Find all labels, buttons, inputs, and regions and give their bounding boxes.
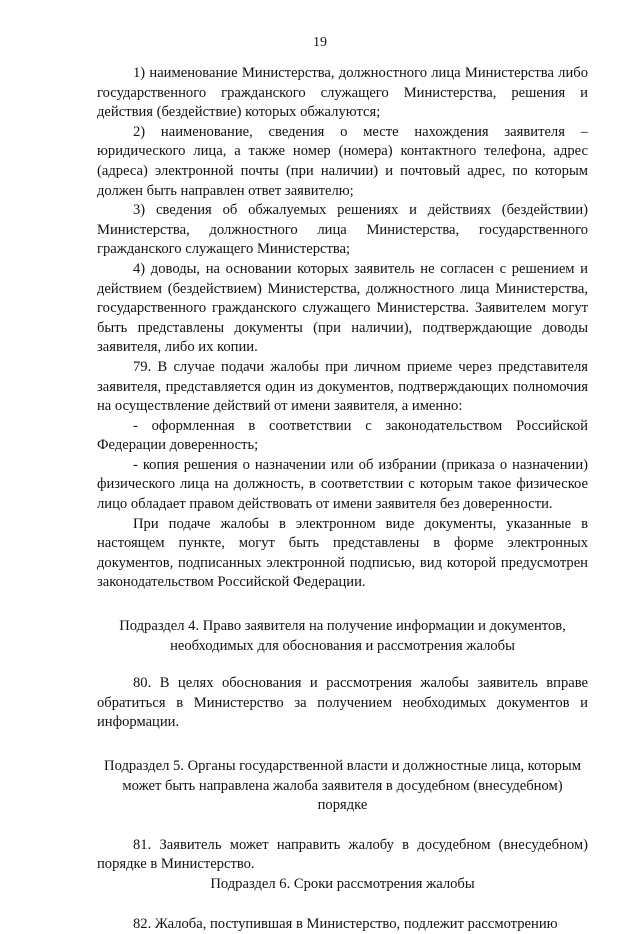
subsection-4-heading: Подраздел 4. Право заявителя на получение информации и документов, необходимых для обоснования и рассмотрения жалобы bbox=[119, 618, 566, 654]
paragraph-82: 82. Жалоба, поступившая в Министерство, подлежит рассмотрению bbox=[133, 915, 558, 932]
paragraph-80: 80. В целях обоснования и рассмотрения жалобы заявитель вправе обратиться в Министерство за получением необходимых документов и информации. bbox=[97, 675, 588, 731]
paragraph-79-bullet-1: - оформленная в соответствии с законодательством Российской Федерации доверенность; bbox=[97, 417, 588, 454]
paragraph-item-4: 4) доводы, на основании которых заявитель не согласен с решением и действием (бездействием) Министерства, должностного лица Министерства, государственного гражданского служащего Министерства. Заявителем могут быть представлены документы (при наличии), подтверждающие доводы заявителя, либо их копии. bbox=[97, 260, 588, 356]
paragraph-item-1: 1) наименование Министерства, должностного лица Министерства либо государственного гражданского служащего Министерства, решения и действия (бездействие) которых обжалуются; bbox=[97, 65, 588, 121]
paragraph-item-3: 3) сведения об обжалуемых решениях и действиях (бездействии) Министерства, должностного лица Министерства, государственного гражданского служащего Министерства; bbox=[97, 202, 588, 258]
paragraph-item-2: 2) наименование, сведения о месте нахождения заявителя – юридического лица, а также номер (номера) контактного телефона, адрес (адреса) электронной почты (при наличии) и почтовый адрес, по которым должен быть направлен ответ заявителю; bbox=[97, 123, 588, 199]
subsection-5-heading: Подраздел 5. Органы государственной власти и должностные лица, которым может быть направлена жалоба заявителя в досудебном (внесудебном) порядке bbox=[104, 758, 581, 814]
page-number: 19 bbox=[313, 35, 327, 50]
paragraph-81: 81. Заявитель может направить жалобу в досудебном (внесудебном) порядке в Министерство. bbox=[97, 836, 588, 873]
paragraph-79: 79. В случае подачи жалобы при личном приеме через представителя заявителя, представляется один из документов, подтверждающих полномочия на осуществление действий от имени заявителя, а именно: bbox=[97, 358, 588, 415]
paragraph-79-bullet-2: - копия решения о назначении или об избрании (приказа о назначении) физического лица на должность, в соответствии с которым такое физическое лицо обладает правом действовать от имени заявителя без доверенности. bbox=[97, 456, 588, 513]
subsection-6-heading: Подраздел 6. Сроки рассмотрения жалобы bbox=[210, 875, 475, 892]
document-body bbox=[97, 64, 588, 934]
paragraph-79-electronic: При подаче жалобы в электронном виде документы, указанные в настоящем пункте, могут быть представлены в форме электронных документов, подписанных электронной подписью, вид которой предусмотрен законодательством Российской Федерации. bbox=[97, 515, 588, 591]
